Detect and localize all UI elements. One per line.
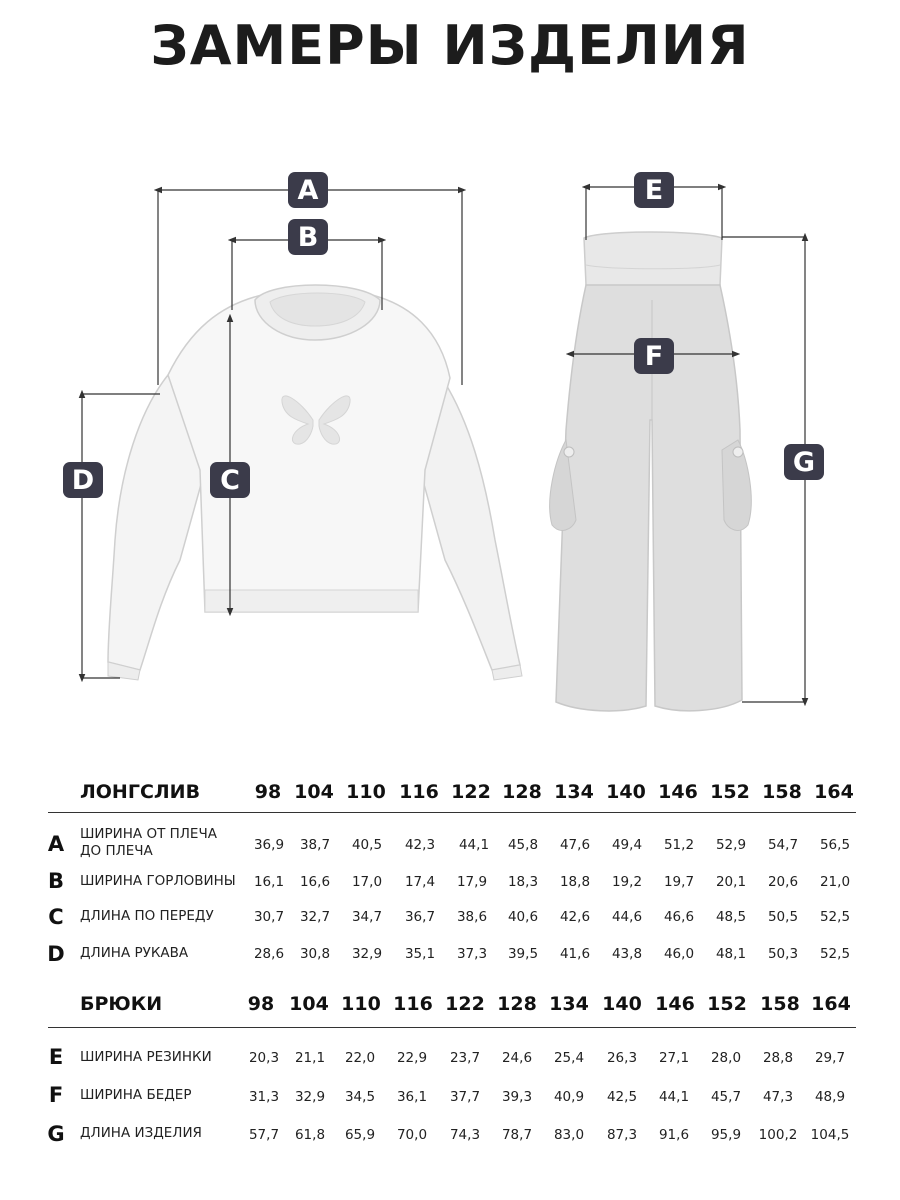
table-cell: 28,0: [710, 1050, 742, 1066]
table-cell: 28,6: [253, 946, 285, 962]
row-letter: A: [47, 832, 65, 856]
table-cell: 70,0: [396, 1127, 428, 1143]
row-label: ШИРИНА ГОРЛОВИНЫ: [80, 873, 236, 889]
table-cell: 20,3: [248, 1050, 280, 1066]
table-cell: 20,1: [715, 874, 747, 890]
size-header-cell: 158: [760, 993, 800, 1015]
size-header-cell: 116: [393, 993, 433, 1015]
table-cell: 17,9: [456, 874, 488, 890]
table-cell: 52,9: [715, 837, 747, 853]
size-header-cell: 110: [341, 993, 381, 1015]
table-cell: 26,3: [606, 1050, 638, 1066]
row-letter: D: [47, 942, 65, 966]
table-cell: 65,9: [344, 1127, 376, 1143]
table-cell: 37,3: [456, 946, 488, 962]
table-cell: 40,6: [507, 909, 539, 925]
table-cell: 32,9: [294, 1089, 326, 1105]
row-letter: E: [48, 1045, 64, 1069]
size-header-cell: 110: [346, 781, 386, 803]
table-cell: 51,2: [663, 837, 695, 853]
table-cell: 41,6: [559, 946, 591, 962]
table-cell: 29,7: [814, 1050, 846, 1066]
table-cell: 18,8: [559, 874, 591, 890]
table-cell: 36,7: [404, 909, 436, 925]
table-cell: 25,4: [553, 1050, 585, 1066]
table-cell: 31,3: [248, 1089, 280, 1105]
size-header-cell: 104: [294, 781, 334, 803]
table-cell: 52,5: [819, 946, 851, 962]
size-header-cell: 116: [399, 781, 439, 803]
table-divider: [48, 1027, 856, 1028]
size-header-cell: 146: [655, 993, 695, 1015]
row-letter: G: [47, 1122, 65, 1146]
badge-f: F: [634, 338, 674, 374]
table-cell: 44,1: [658, 1089, 690, 1105]
table-cell: 19,2: [611, 874, 643, 890]
table-cell: 44,6: [611, 909, 643, 925]
table-divider: [48, 812, 856, 813]
table-cell: 56,5: [819, 837, 851, 853]
longsleeve-drawing: [108, 285, 522, 680]
table-cell: 38,6: [456, 909, 488, 925]
table-cell: 87,3: [606, 1127, 638, 1143]
table-cell: 104,5: [810, 1127, 850, 1143]
table-cell: 46,0: [663, 946, 695, 962]
table-cell: 32,7: [299, 909, 331, 925]
table-cell: 21,0: [819, 874, 851, 890]
table-cell: 45,8: [507, 837, 539, 853]
table-cell: 91,6: [658, 1127, 690, 1143]
table-cell: 28,8: [762, 1050, 794, 1066]
pants-drawing: [550, 232, 752, 711]
size-header-cell: 146: [658, 781, 698, 803]
table-cell: 57,7: [248, 1127, 280, 1143]
table-cell: 50,5: [767, 909, 799, 925]
badge-a: A: [288, 172, 328, 208]
size-header-cell: 140: [606, 781, 646, 803]
table-cell: 52,5: [819, 909, 851, 925]
size-header-cell: 158: [762, 781, 802, 803]
table-cell: 36,1: [396, 1089, 428, 1105]
table-cell: 47,6: [559, 837, 591, 853]
table-cell: 30,7: [253, 909, 285, 925]
badge-g: G: [784, 444, 824, 480]
size-header-cell: 128: [497, 993, 537, 1015]
table-cell: 47,3: [762, 1089, 794, 1105]
table-cell: 18,3: [507, 874, 539, 890]
size-header-cell: 134: [549, 993, 589, 1015]
row-label: ШИРИНА БЕДЕР: [80, 1087, 192, 1103]
table-cell: 49,4: [611, 837, 643, 853]
size-header-cell: 152: [707, 993, 747, 1015]
badge-e: E: [634, 172, 674, 208]
size-header-cell: 128: [502, 781, 542, 803]
table-cell: 83,0: [553, 1127, 585, 1143]
table-cell: 22,9: [396, 1050, 428, 1066]
size-header-cell: 104: [289, 993, 329, 1015]
table-cell: 45,7: [710, 1089, 742, 1105]
table-cell: 42,3: [404, 837, 436, 853]
table-cell: 24,6: [501, 1050, 533, 1066]
table-cell: 43,8: [611, 946, 643, 962]
size-header-cell: 164: [811, 993, 851, 1015]
table-cell: 48,5: [715, 909, 747, 925]
table-cell: 19,7: [663, 874, 695, 890]
badge-d: D: [63, 462, 103, 498]
table-cell: 48,1: [715, 946, 747, 962]
row-label: ШИРИНА ОТ ПЛЕЧА ДО ПЛЕЧА: [80, 826, 217, 859]
size-header-cell: 140: [602, 993, 642, 1015]
table-cell: 16,6: [299, 874, 331, 890]
table-cell: 32,9: [351, 946, 383, 962]
table-cell: 21,1: [294, 1050, 326, 1066]
table-cell: 35,1: [404, 946, 436, 962]
table-cell: 95,9: [710, 1127, 742, 1143]
row-label: ДЛИНА РУКАВА: [80, 945, 189, 961]
table-cell: 74,3: [449, 1127, 481, 1143]
table-cell: 22,0: [344, 1050, 376, 1066]
size-header-cell: 122: [445, 993, 485, 1015]
table-cell: 23,7: [449, 1050, 481, 1066]
table-cell: 54,7: [767, 837, 799, 853]
table-cell: 78,7: [501, 1127, 533, 1143]
size-header-cell: 122: [451, 781, 491, 803]
table-cell: 37,7: [449, 1089, 481, 1105]
table-cell: 17,0: [351, 874, 383, 890]
pants-header: БРЮКИ: [80, 993, 163, 1015]
size-header-cell: 152: [710, 781, 750, 803]
table-cell: 42,6: [559, 909, 591, 925]
row-letter: F: [48, 1083, 64, 1107]
table-cell: 39,3: [501, 1089, 533, 1105]
page-title: ЗАМЕРЫ ИЗДЕЛИЯ: [150, 14, 750, 77]
table-cell: 34,7: [351, 909, 383, 925]
table-cell: 40,9: [553, 1089, 585, 1105]
table-cell: 38,7: [299, 837, 331, 853]
badge-c: C: [210, 462, 250, 498]
table-cell: 40,5: [351, 837, 383, 853]
badge-b: B: [288, 219, 328, 255]
table-cell: 34,5: [344, 1089, 376, 1105]
row-label: ДЛИНА ИЗДЕЛИЯ: [80, 1125, 202, 1141]
table-cell: 48,9: [814, 1089, 846, 1105]
table-cell: 50,3: [767, 946, 799, 962]
row-label: ДЛИНА ПО ПЕРЕДУ: [80, 908, 214, 924]
table-cell: 36,9: [253, 837, 285, 853]
row-label: ШИРИНА РЕЗИНКИ: [80, 1049, 212, 1065]
table-cell: 30,8: [299, 946, 331, 962]
size-header-cell: 98: [254, 781, 282, 803]
row-letter: C: [48, 905, 64, 929]
table-cell: 42,5: [606, 1089, 638, 1105]
longsleeve-header: ЛОНГСЛИВ: [80, 781, 201, 803]
size-header-cell: 164: [814, 781, 854, 803]
table-cell: 100,2: [758, 1127, 798, 1143]
table-cell: 20,6: [767, 874, 799, 890]
table-cell: 44,1: [458, 837, 490, 853]
table-cell: 16,1: [253, 874, 285, 890]
table-cell: 17,4: [404, 874, 436, 890]
table-cell: 39,5: [507, 946, 539, 962]
row-letter: B: [47, 869, 64, 893]
table-cell: 46,6: [663, 909, 695, 925]
size-header-cell: 98: [247, 993, 275, 1015]
table-cell: 61,8: [294, 1127, 326, 1143]
size-header-cell: 134: [554, 781, 594, 803]
table-cell: 27,1: [658, 1050, 690, 1066]
